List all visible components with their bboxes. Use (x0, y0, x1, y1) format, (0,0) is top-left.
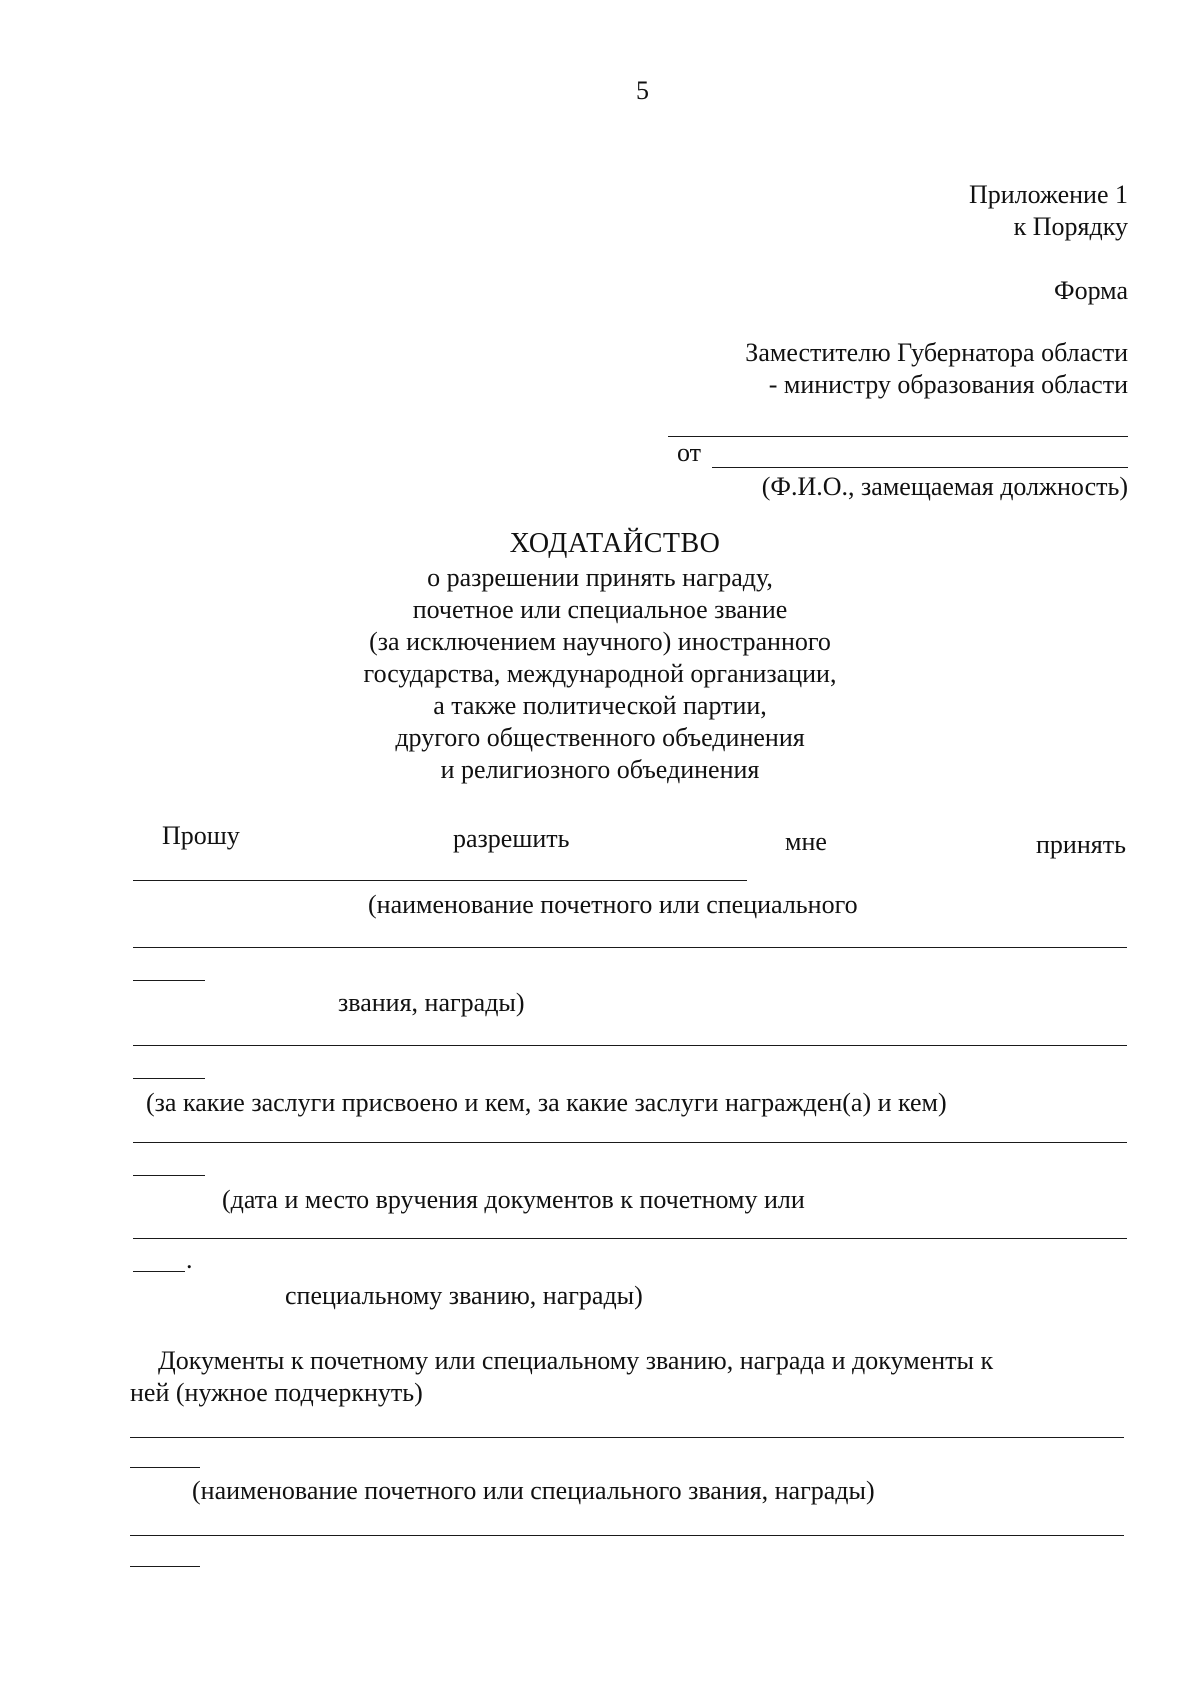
date-place-blank-line (133, 1142, 1127, 1143)
addressee-line-1: Заместителю Губернатора области (745, 338, 1128, 367)
order-reference: к Порядку (1013, 212, 1128, 241)
caption-merits: (за какие заслуги присвоено и кем, за какие заслуги награжден(а) и кем) (146, 1088, 947, 1117)
merits-blank-line (133, 1045, 1127, 1046)
caption-award-name-part-1: (наименование почетного или специального (368, 890, 858, 919)
documents-blank-line (130, 1437, 1124, 1438)
date-place-blank-line-2 (133, 1238, 1127, 1239)
from-label: от (677, 438, 702, 467)
caption-award-name-full: (наименование почетного или специального звания, награды) (192, 1476, 875, 1505)
request-word-2: разрешить (453, 824, 570, 853)
documents-blank-line-tail (130, 1467, 200, 1468)
from-caption: (Ф.И.О., замещаемая должность) (761, 472, 1128, 501)
request-word-3: мне (785, 827, 827, 856)
title-line-3: (за исключением научного) иностранного (369, 627, 831, 656)
title-line-4: государства, международной организации, (363, 659, 837, 688)
from-blank-line (712, 467, 1128, 468)
addressee-blank-line (668, 436, 1128, 437)
addressee-line-2: - министру образования области (768, 370, 1128, 399)
document-title: ХОДАТАЙСТВО (509, 528, 721, 559)
request-word-1: Прошу (162, 821, 240, 850)
period-mark: . (186, 1245, 193, 1274)
title-line-1: о разрешении принять награду, (427, 563, 773, 592)
award-name-blank-line-2 (133, 947, 1127, 948)
title-line-7: и религиозного объединения (440, 755, 760, 784)
date-place-blank-line-tail (133, 1175, 205, 1176)
caption-date-place-part-1: (дата и место вручения документов к почетному или (222, 1185, 805, 1214)
documents-line-2: ней (нужное подчеркнуть) (130, 1378, 423, 1407)
documents-line-1: Документы к почетному или специальному званию, награда и документы к (158, 1346, 994, 1375)
page-number: 5 (636, 76, 649, 105)
date-place-blank-line-2-tail (133, 1271, 185, 1272)
award-name-blank-line-2-tail (133, 980, 205, 981)
caption-date-place-part-2: специальному званию, награды) (285, 1281, 643, 1310)
caption-award-name-part-2: звания, награды) (338, 988, 525, 1017)
documents-blank-line-2 (130, 1535, 1124, 1536)
documents-blank-line-2-tail (130, 1566, 200, 1567)
title-line-5: а также политической партии, (433, 691, 767, 720)
request-word-4: принять (1036, 830, 1126, 859)
form-label: Форма (1054, 276, 1128, 305)
title-line-6: другого общественного объединения (395, 723, 805, 752)
title-line-2: почетное или специальное звание (412, 595, 788, 624)
merits-blank-line-tail (133, 1078, 205, 1079)
appendix-label: Приложение 1 (968, 180, 1128, 209)
award-name-blank-line-1 (133, 880, 747, 881)
